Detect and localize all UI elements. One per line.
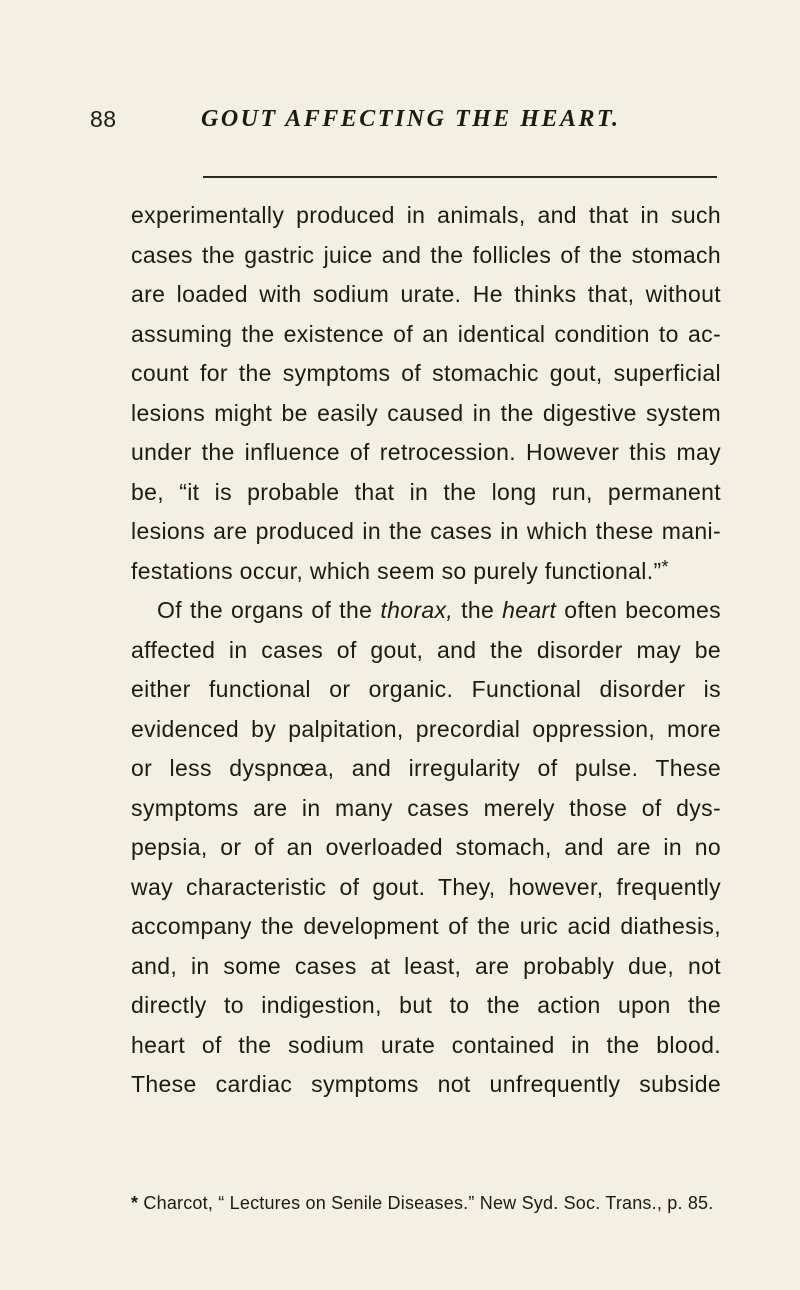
text-line: be, “it is probable that in the long run, permanent [131,478,721,505]
text-line-content: festations occur, which seem so purely functional.” [131,557,662,584]
page-number: 88 [90,106,117,132]
text-line: lesions might be easily caused in the digestive system [131,399,721,426]
running-head [0,106,800,136]
text-line-paragraph-end [131,552,721,592]
running-title: GOUT AFFECTING THE HEART. [201,106,621,132]
text-line: are loaded with sodium urate. He thinks that, without [131,281,721,307]
text-line: heart of the sodium urate contained in the blood. [131,1031,721,1058]
footnote-reference: * [661,556,669,577]
text-run: often becomes [556,597,721,623]
text-line: way characteristic of gout. They, however, frequently [131,873,721,900]
header-rule [203,176,717,178]
text-line: and, in some cases at least, are probably due, not [131,952,721,979]
text-line: These cardiac symptoms not unfrequently subside [131,1071,721,1097]
paragraph-first-line [131,591,721,631]
text-line: evidenced by palpitation, precordial oppression, more [131,715,721,742]
text-line: count for the symptoms of stomachic gout, superficial [131,360,721,386]
text-run: the [453,597,503,623]
text-line: assuming the existence of an identical condition to ac- [131,320,721,347]
body-text [131,196,721,1105]
text-line: affected in cases of gout, and the disorder may be [131,636,721,663]
text-run: Of the organs of the [157,597,381,623]
text-line: experimentally produced in animals, and that in such [131,202,721,228]
text-line: cases the gastric juice and the follicles of the stomach [131,241,721,268]
italic-term-thorax: thorax, [380,597,454,623]
text-line: lesions are produced in the cases in which these mani- [131,518,721,544]
text-line: accompany the development of the uric acid diathesis, [131,913,721,939]
footnote-text: Charcot, “ Lectures on Senile Diseases.” New Syd. Soc. Trans., p. 85. [138,1193,714,1213]
text-line: directly to indigestion, but to the action upon the [131,992,721,1018]
text-line: either functional or organic. Functional disorder is [131,676,721,702]
text-line: or less dyspnœa, and irregularity of pulse. These [131,755,721,781]
footnote-marker: * [131,1193,139,1213]
footnote [131,1193,731,1214]
text-line: pepsia, or of an overloaded stomach, and are in no [131,834,721,860]
text-line: under the influence of retrocession. However this may [131,439,721,465]
text-line: symptoms are in many cases merely those of dys- [131,794,721,821]
italic-term-heart: heart [502,597,557,623]
